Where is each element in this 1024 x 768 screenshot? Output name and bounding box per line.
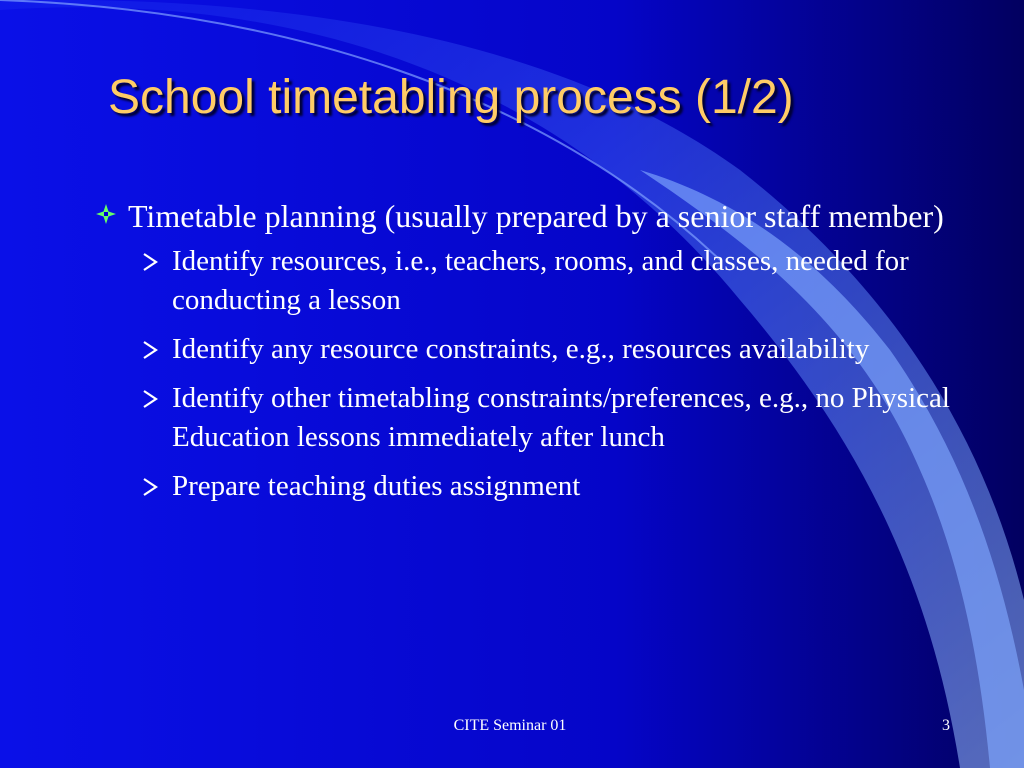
footer-text: CITE Seminar 01 [453,717,567,734]
bullet-level2-text: Identify any resource constraints, e.g., resources availability [172,333,870,365]
four-point-star-icon [96,204,116,224]
arrowhead-icon [142,478,158,496]
bullet-level2 [140,242,956,320]
bullet-level1-text: Timetable planning (usually prepared by a senior staff member) [128,198,944,234]
slide-title: School timetabling process (1/2) [108,71,794,124]
bullet-level2 [140,467,956,506]
bullet-level2-text: Prepare teaching duties assignment [172,470,581,502]
arrowhead-icon [142,341,158,359]
bullet-level1 [96,196,956,236]
bullet-level2-text: Identify other timetabling constraints/preferences, e.g., no Physical Education lessons immediately after lunch [172,382,950,453]
bullet-level2-text: Identify resources, i.e., teachers, rooms, and classes, needed for conducting a lesson [172,245,909,316]
bullet-level2 [140,379,956,457]
page-number: 3 [942,717,950,734]
arrowhead-icon [142,390,158,408]
slide-content [96,196,956,516]
bullet-level2 [140,330,956,369]
arrowhead-icon [142,253,158,271]
sub-bullet-list [140,242,956,506]
